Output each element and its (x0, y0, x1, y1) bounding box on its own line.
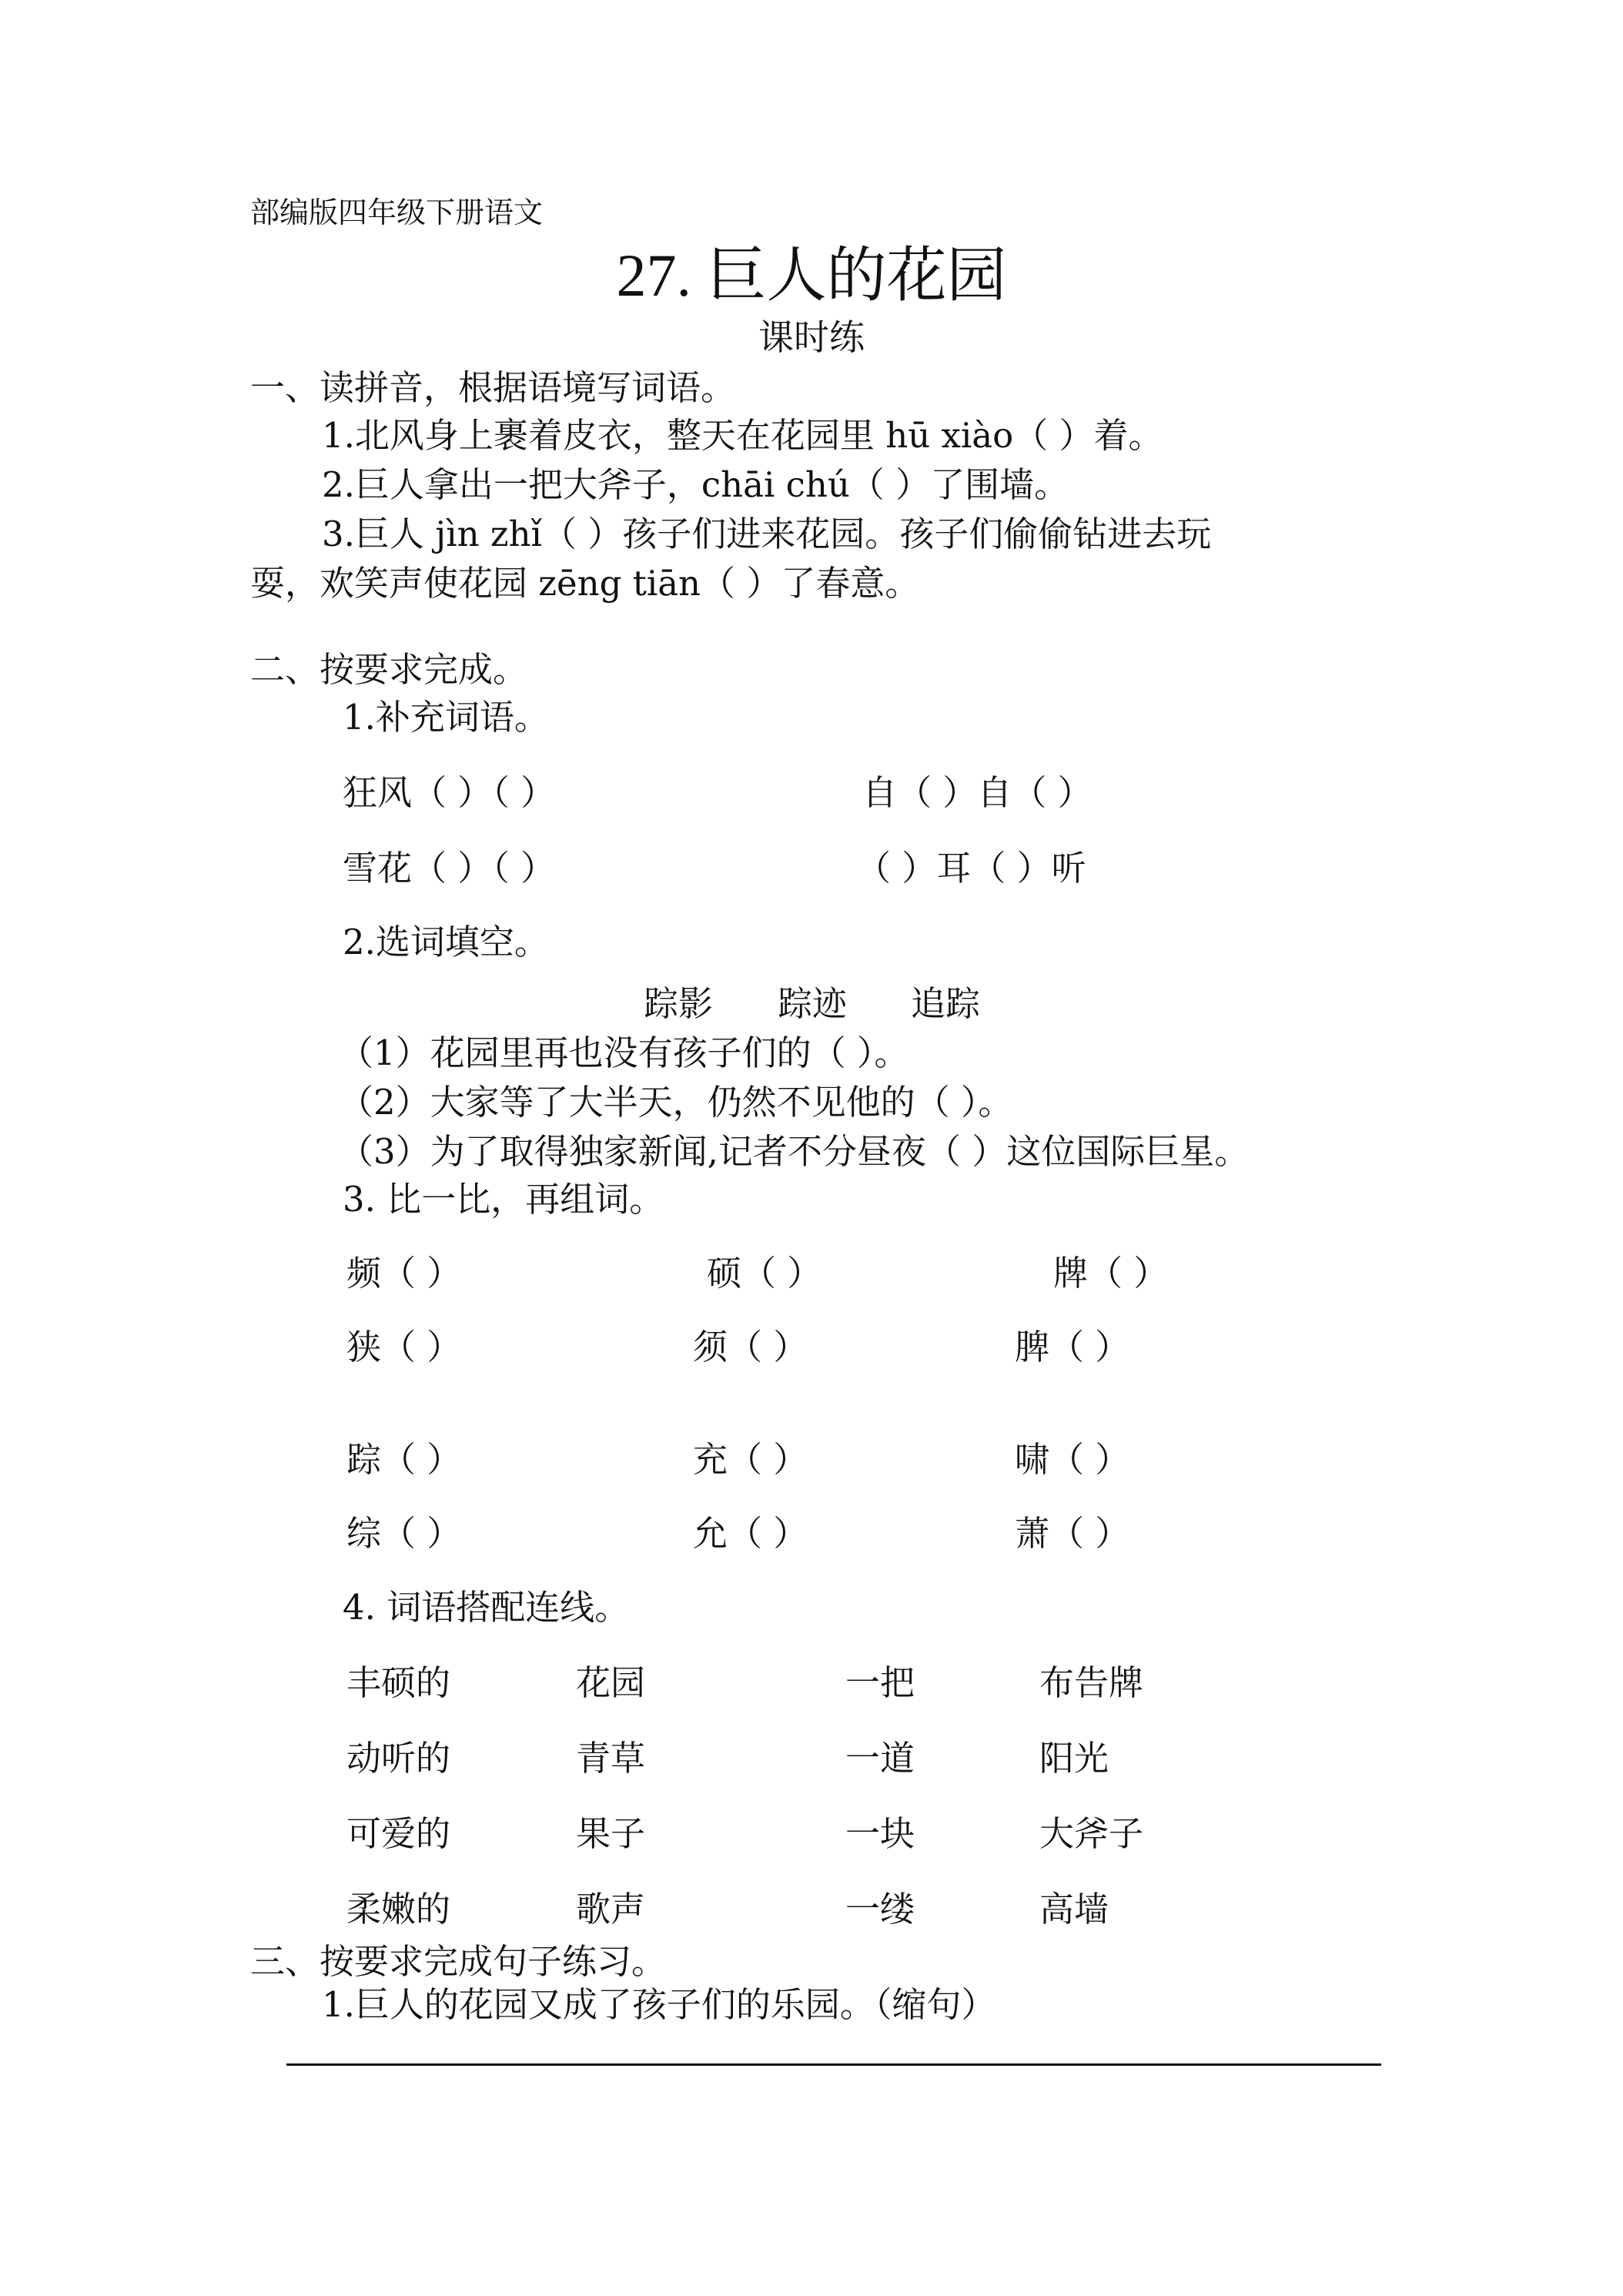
compare-item: 牌（ ） (1053, 1253, 1169, 1294)
fill-item: （ ）耳（ ）听 (856, 848, 1086, 889)
compare-item: 须（ ） (693, 1327, 808, 1367)
fill-item: 自（ ）自（ ） (862, 772, 1093, 813)
word-choice: 踪影 (644, 983, 714, 1024)
section2-heading: 二、按要求完成。 (250, 649, 528, 690)
section3-heading: 三、按要求完成句子练习。 (250, 1941, 667, 1982)
part2-title: 2.选词填空。 (343, 922, 549, 962)
compare-item: 允（ ） (693, 1513, 808, 1554)
match-word: 动听的 (346, 1738, 451, 1779)
match-word: 布告牌 (1039, 1662, 1144, 1703)
match-word: 阳光 (1039, 1738, 1109, 1779)
match-word: 高墙 (1039, 1889, 1109, 1930)
compare-item: 啸（ ） (1015, 1439, 1130, 1480)
match-word: 一道 (845, 1738, 915, 1779)
section1-question-2: 2.巨人拿出一把大斧子，chāi chú（ ）了围墙。 (322, 464, 1069, 505)
section1-heading: 一、读拼音，根据语境写词语。 (250, 367, 736, 408)
header-text: 部编版四年级下册语文 (250, 197, 544, 229)
match-word: 一把 (845, 1662, 915, 1703)
compare-item: 狭（ ） (346, 1327, 462, 1367)
compare-item: 踪（ ） (346, 1439, 462, 1480)
match-word: 花园 (576, 1662, 646, 1703)
compare-item: 频（ ） (346, 1253, 462, 1294)
choice-question: （1）花园里再也没有孩子们的（ ）。 (339, 1033, 909, 1073)
compare-item: 脾（ ） (1015, 1327, 1130, 1367)
word-choice: 追踪 (911, 983, 981, 1024)
part4-title: 4. 词语搭配连线。 (343, 1587, 630, 1628)
section1-question-3a: 3.巨人 jìn zhǐ（ ）孩子们进来花园。孩子们偷偷钻进去玩 (322, 514, 1212, 554)
part3-title: 3. 比一比，再组词。 (343, 1179, 664, 1220)
match-word: 可爱的 (346, 1813, 451, 1854)
section3-question-1: 1.巨人的花园又成了孩子们的乐园。（缩句） (322, 1984, 996, 2025)
compare-item: 综（ ） (346, 1513, 462, 1554)
word-choice: 踪迹 (778, 983, 848, 1024)
choice-question: （2）大家等了大半天，仍然不见他的（ ）。 (339, 1082, 1013, 1123)
compare-item: 充（ ） (693, 1439, 808, 1480)
part1-title: 1.补充词语。 (343, 697, 549, 738)
match-word: 一缕 (845, 1889, 915, 1930)
match-word: 一块 (845, 1813, 915, 1854)
fill-item: 狂风（ ）（ ） (343, 772, 556, 813)
match-word: 歌声 (576, 1889, 646, 1930)
match-word: 大斧子 (1039, 1813, 1144, 1854)
choice-question: （3）为了取得独家新闻,记者不分昼夜（ ）这位国际巨星。 (339, 1131, 1250, 1172)
match-word: 果子 (576, 1813, 646, 1854)
match-word: 丰硕的 (346, 1662, 451, 1703)
match-word: 柔嫩的 (346, 1889, 451, 1930)
fill-item: 雪花（ ）（ ） (343, 848, 556, 889)
match-word: 青草 (576, 1738, 646, 1779)
page-subtitle: 课时练 (758, 316, 865, 358)
section1-question-3b: 耍，欢笑声使花园 zēng tiān（ ）了春意。 (250, 563, 920, 604)
section1-question-1: 1.北风身上裹着皮衣，整天在花园里 hū xiào（ ）着。 (322, 415, 1163, 456)
compare-item: 萧（ ） (1015, 1513, 1130, 1554)
page-title: 27. 巨人的花园 (616, 242, 1007, 309)
answer-line (286, 2063, 1381, 2066)
compare-item: 硕（ ） (707, 1253, 822, 1294)
